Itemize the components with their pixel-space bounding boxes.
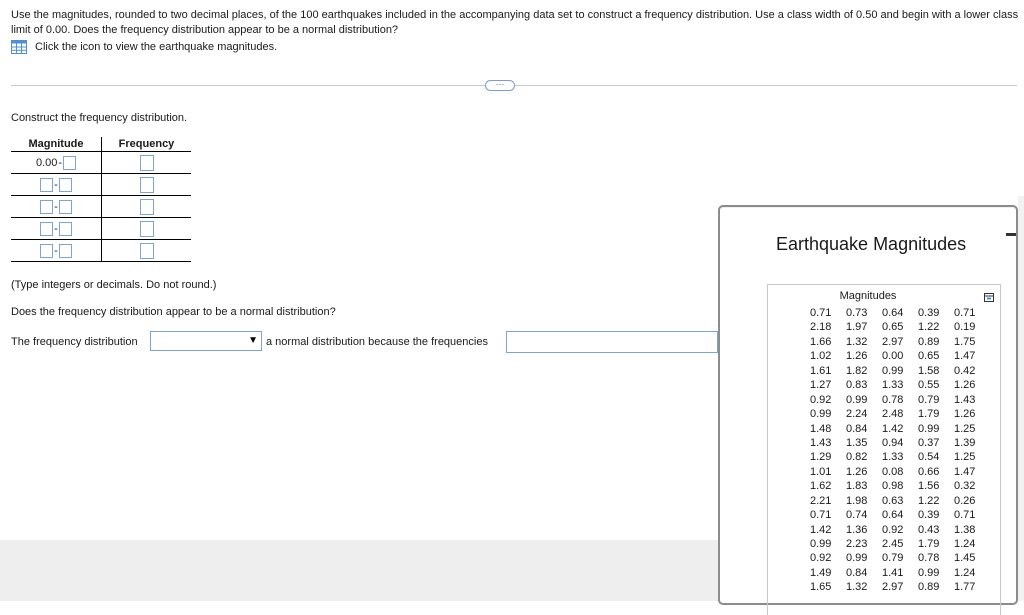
magnitude-value: 0.99 <box>810 538 832 550</box>
magnitude-value: 0.84 <box>846 566 868 579</box>
magnitudes-popup <box>718 205 1018 605</box>
reason-input[interactable] <box>506 331 718 353</box>
frequency-cell <box>102 240 192 262</box>
magnitude-value: 0.64 <box>882 307 904 319</box>
magnitude-value: 0.99 <box>846 552 868 565</box>
magnitude-value: 0.63 <box>882 494 904 507</box>
frequency-header: Frequency <box>102 137 192 152</box>
magnitude-value: 2.21 <box>810 494 832 507</box>
magnitude-value: 1.62 <box>810 480 832 493</box>
minimize-icon[interactable] <box>1006 233 1016 236</box>
magnitude-value: 0.99 <box>846 393 868 406</box>
magnitude-row <box>810 364 990 378</box>
magnitude-value: 0.42 <box>954 364 976 377</box>
magnitude-row <box>810 551 990 565</box>
magnitude-row <box>810 378 990 392</box>
magnitude-row <box>810 393 990 407</box>
magnitude-row <box>810 450 990 464</box>
magnitude-value: 1.56 <box>918 480 940 493</box>
upper-limit-input[interactable] <box>63 156 76 170</box>
bottom-band <box>0 540 720 601</box>
magnitude-row <box>810 320 990 334</box>
magnitude-value: 1.02 <box>810 350 832 363</box>
magnitude-value: 2.97 <box>882 581 904 594</box>
magnitude-value: 1.29 <box>810 451 832 464</box>
magnitude-value: 0.39 <box>918 307 940 319</box>
dash: - <box>58 156 63 169</box>
data-table-icon[interactable] <box>11 40 27 54</box>
magnitude-value: 0.08 <box>882 465 904 478</box>
distribution-dropdown[interactable] <box>150 331 262 351</box>
dash: - <box>54 178 58 191</box>
copy-icon[interactable] <box>984 293 994 302</box>
magnitude-row <box>810 580 990 594</box>
table-row <box>11 218 191 240</box>
magnitude-value: 1.47 <box>954 465 976 478</box>
magnitude-row <box>810 306 990 320</box>
lower-limit-input[interactable] <box>40 200 53 214</box>
upper-limit-input[interactable] <box>59 222 72 236</box>
magnitude-value: 1.26 <box>846 465 868 478</box>
magnitude-value: 2.48 <box>882 408 904 421</box>
magnitude-value: 1.26 <box>954 408 976 421</box>
magnitude-value: 0.73 <box>846 307 868 319</box>
magnitude-row <box>810 523 990 537</box>
magnitude-value: 1.97 <box>846 321 868 334</box>
magnitude-cell <box>11 196 102 218</box>
magnitude-value: 0.99 <box>918 422 940 435</box>
magnitude-value: 1.33 <box>882 451 904 464</box>
frequency-input[interactable] <box>140 199 154 215</box>
magnitude-value: 2.45 <box>882 538 904 550</box>
magnitude-row <box>810 349 990 363</box>
magnitude-value: 1.32 <box>846 581 868 594</box>
magnitude-row <box>810 537 990 551</box>
magnitude-value: 1.75 <box>954 335 976 348</box>
magnitude-row <box>810 494 990 508</box>
magnitude-value: 0.71 <box>810 307 832 319</box>
magnitude-value: 1.83 <box>846 480 868 493</box>
magnitude-value: 1.43 <box>954 393 976 406</box>
normal-question: Does the frequency distribution appear to be a normal distribution? <box>11 306 336 318</box>
magnitude-value: 0.82 <box>846 451 868 464</box>
magnitude-value: 0.71 <box>810 509 832 522</box>
magnitude-value: 0.43 <box>918 523 940 536</box>
magnitude-value: 0.26 <box>954 494 976 507</box>
magnitude-row <box>810 465 990 479</box>
magnitude-value: 0.78 <box>882 393 904 406</box>
data-link[interactable] <box>11 40 277 54</box>
magnitude-value: 0.19 <box>954 321 976 334</box>
magnitude-row <box>810 407 990 421</box>
magnitude-value: 1.47 <box>954 350 976 363</box>
magnitude-value: 1.79 <box>918 538 940 550</box>
magnitude-value: 0.99 <box>810 408 832 421</box>
construct-label: Construct the frequency distribution. <box>11 112 188 124</box>
magnitude-value: 1.39 <box>954 436 976 449</box>
frequency-input[interactable] <box>140 243 154 259</box>
magnitude-cell <box>11 218 102 240</box>
magnitude-value: 1.32 <box>846 335 868 348</box>
magnitude-value: 0.55 <box>918 379 940 392</box>
table-row <box>11 196 191 218</box>
frequency-input[interactable] <box>140 177 154 193</box>
magnitude-value: 1.01 <box>810 465 832 478</box>
magnitude-value: 1.42 <box>810 523 832 536</box>
magnitude-value: 1.79 <box>918 408 940 421</box>
magnitude-cell <box>11 152 102 174</box>
magnitude-value: 0.98 <box>882 480 904 493</box>
magnitude-value: 1.33 <box>882 379 904 392</box>
magnitude-row <box>810 436 990 450</box>
magnitude-value: 1.22 <box>918 321 940 334</box>
data-link-label[interactable]: Click the icon to view the earthquake magnitudes. <box>35 41 278 53</box>
magnitude-value: 0.89 <box>918 581 940 594</box>
magnitude-value: 1.41 <box>882 566 904 579</box>
magnitude-value: 1.48 <box>810 422 832 435</box>
magnitude-value: 0.71 <box>954 307 976 319</box>
magnitude-row <box>810 508 990 522</box>
dash: - <box>54 244 58 257</box>
magnitude-value: 1.24 <box>954 566 976 579</box>
magnitude-value: 1.82 <box>846 364 868 377</box>
magnitude-value: 0.84 <box>846 422 868 435</box>
question-text: Use the magnitudes, rounded to two decimal places, of the 100 earthquakes included in the accompanying data set to construct a frequency distribution. Use a class width of 0.50 and begin with a lower class limit of 0.00. Does the frequency distribution appear to be a normal distribution? <box>11 9 1019 36</box>
magnitude-value: 1.43 <box>810 436 832 449</box>
magnitude-value: 0.65 <box>882 321 904 334</box>
magnitude-row <box>810 479 990 493</box>
frequency-cell <box>102 174 192 196</box>
magnitude-cell <box>11 174 102 196</box>
magnitude-value: 0.92 <box>882 523 904 536</box>
dropdown-arrow-icon[interactable]: ▼ <box>248 335 258 346</box>
magnitude-value: 1.25 <box>954 422 976 435</box>
magnitude-value: 0.78 <box>918 552 940 565</box>
magnitude-row <box>810 566 990 580</box>
magnitude-value: 0.74 <box>846 509 868 522</box>
magnitude-value: 1.45 <box>954 552 976 565</box>
magnitude-value: 2.18 <box>810 321 832 334</box>
magnitude-value: 1.36 <box>846 523 868 536</box>
magnitude-value: 1.58 <box>918 364 940 377</box>
magnitude-value: 1.38 <box>954 523 976 536</box>
magnitude-value: 1.66 <box>810 335 832 348</box>
frequency-input[interactable] <box>140 155 154 171</box>
magnitude-value: 0.83 <box>846 379 868 392</box>
magnitudes-frame <box>767 284 1001 615</box>
magnitude-value: 1.42 <box>882 422 904 435</box>
magnitude-value: 0.89 <box>918 335 940 348</box>
magnitude-value: 0.65 <box>918 350 940 363</box>
magnitude-value: 0.54 <box>918 451 940 464</box>
magnitude-value: 1.22 <box>918 494 940 507</box>
magnitude-value: 2.97 <box>882 335 904 348</box>
magnitude-row <box>810 335 990 349</box>
magnitude-value: 0.92 <box>810 393 832 406</box>
magnitude-value: 1.77 <box>954 581 976 594</box>
magnitude-value: 0.94 <box>882 436 904 449</box>
magnitude-value: 1.49 <box>810 566 832 579</box>
magnitude-value: 0.66 <box>918 465 940 478</box>
table-row <box>11 174 191 196</box>
magnitude-value: 1.61 <box>810 364 832 377</box>
magnitudes-list <box>810 306 990 595</box>
frequency-cell <box>102 218 192 240</box>
magnitude-value: 1.25 <box>954 451 976 464</box>
input-hint: (Type integers or decimals. Do not round.) <box>11 279 217 291</box>
popup-title: Earthquake Magnitudes <box>776 234 967 254</box>
magnitude-value: 0.79 <box>918 393 940 406</box>
magnitude-row <box>810 422 990 436</box>
magnitude-value: 0.79 <box>882 552 904 565</box>
magnitude-value: 1.35 <box>846 436 868 449</box>
magnitude-value: 1.26 <box>846 350 868 363</box>
scrollbar[interactable] <box>1018 196 1024 601</box>
magnitude-value: 1.27 <box>810 379 832 392</box>
magnitude-value: 1.65 <box>810 581 832 594</box>
magnitude-value: 0.92 <box>810 552 832 565</box>
first-lower-limit: 0.00 <box>35 156 58 169</box>
upper-limit-input[interactable] <box>59 200 72 214</box>
lower-limit-input[interactable] <box>40 244 53 258</box>
table-row <box>11 240 191 262</box>
upper-limit-input[interactable] <box>59 244 72 258</box>
dash: - <box>54 200 58 213</box>
magnitude-cell <box>11 240 102 262</box>
sentence-part1: The frequency distribution <box>11 336 138 348</box>
magnitude-value: 1.24 <box>954 538 976 550</box>
magnitude-value: 2.23 <box>846 538 868 550</box>
magnitude-value: 0.37 <box>918 436 940 449</box>
lower-limit-input[interactable] <box>40 178 53 192</box>
magnitude-value: 0.32 <box>954 480 976 493</box>
lower-limit-input[interactable] <box>40 222 53 236</box>
magnitudes-header: Magnitudes <box>839 290 897 302</box>
dash: - <box>54 222 58 235</box>
frequency-input[interactable] <box>140 221 154 237</box>
table-row <box>11 152 191 174</box>
frequency-cell <box>102 152 192 174</box>
magnitude-value: 1.98 <box>846 494 868 507</box>
magnitude-value: 0.00 <box>882 350 904 363</box>
magnitude-value: 2.24 <box>846 408 868 421</box>
frequency-cell <box>102 196 192 218</box>
magnitude-value: 1.26 <box>954 379 976 392</box>
magnitude-value: 0.71 <box>954 509 976 522</box>
expand-button[interactable]: ··· <box>485 80 515 91</box>
magnitude-value: 0.99 <box>882 364 904 377</box>
frequency-table <box>11 137 191 262</box>
magnitude-value: 0.39 <box>918 509 940 522</box>
upper-limit-input[interactable] <box>59 178 72 192</box>
magnitude-header: Magnitude <box>11 137 102 152</box>
magnitude-value: 0.99 <box>918 566 940 579</box>
magnitude-value: 0.64 <box>882 509 904 522</box>
sentence-part2: a normal distribution because the frequencies <box>266 336 488 348</box>
